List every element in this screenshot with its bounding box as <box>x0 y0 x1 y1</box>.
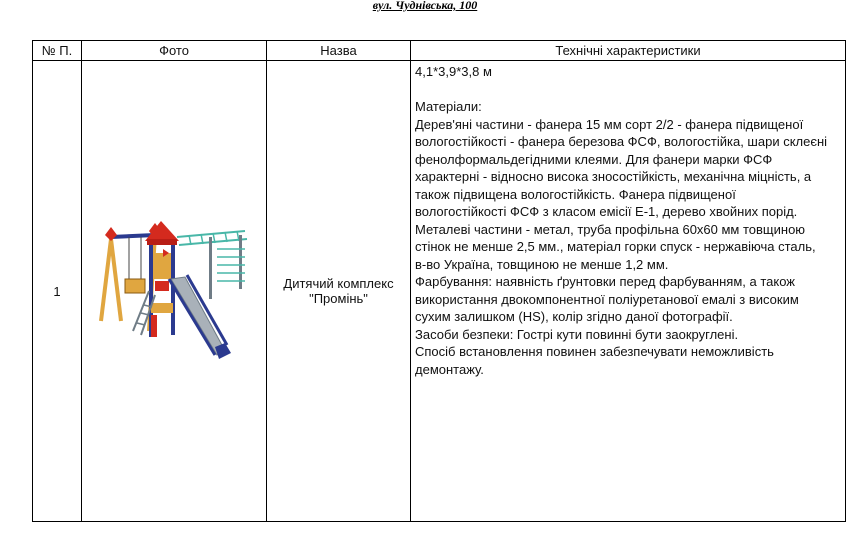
spec-metal-line: Металеві частини - метал, труба профільна 60х60 мм товщиною <box>415 221 806 237</box>
spec-paint-line: сухим залишком (HS), колір згідно даної фотографії. <box>415 309 733 324</box>
playground-complex-image <box>99 219 249 364</box>
spec-wood-line: фенолформальдегідними клеями. Для фанери марки ФСФ <box>415 151 773 167</box>
row-photo <box>82 61 267 522</box>
spec-paint-line: використання двокомпонентної поліуретанової емалі з високим <box>415 291 799 307</box>
address-title: вул. Чуднівська, 100 <box>372 0 478 12</box>
spec-safety: Засоби безпеки: Гострі кути повинні бути заокруглені. <box>415 326 739 342</box>
row-name-line1: Дитячий комплекс <box>283 276 394 291</box>
header-specs: Технічні характеристики <box>411 41 846 61</box>
spec-install-line: Спосіб встановлення повинен забезпечувати неможливість <box>415 344 774 359</box>
equipment-table <box>32 40 846 522</box>
row-specs <box>411 61 846 522</box>
spec-spacer <box>415 81 841 99</box>
spec-dimensions: 4,1*3,9*3,8 м <box>415 64 492 79</box>
spec-wood-line: також підвищена вологостійкість. Фанера підвищеної <box>415 186 736 202</box>
header-photo: Фото <box>82 41 267 61</box>
spec-metal-line: стінок не менше 2,5 мм., матеріал горки спуск - нержавіюча сталь, <box>415 239 816 254</box>
spec-metal-line: в-во Україна, товщиною не менше 1,2 мм. <box>415 256 669 272</box>
spec-wood-line: вологостійкості ФСФ з класом емісії Е-1, дерево хвойних порід. <box>415 204 798 219</box>
spec-paint-line: Фарбування: наявність ґрунтовки перед фарбуванням, а також <box>415 274 795 289</box>
spec-install-line: демонтажу. <box>415 361 484 377</box>
row-name <box>267 61 411 522</box>
table-header-row <box>33 41 846 61</box>
spec-wood-line: вологостійкості - фанера березова ФСФ, вологостійка, шари склеєні <box>415 134 828 149</box>
spec-wood-line: Дерев'яні частини - фанера 15 мм сорт 2/2 - фанера підвищеної <box>415 116 804 132</box>
spec-wood-line: характерні - відносно висока зносостійкість, механічна міцність, а <box>415 169 812 184</box>
spec-materials-heading: Матеріали: <box>415 99 482 114</box>
header-number: № П. <box>33 41 82 61</box>
table-row <box>33 61 846 522</box>
row-number: 1 <box>33 61 82 522</box>
header-name: Назва <box>267 41 411 61</box>
row-name-line2: "Промінь" <box>309 291 368 306</box>
